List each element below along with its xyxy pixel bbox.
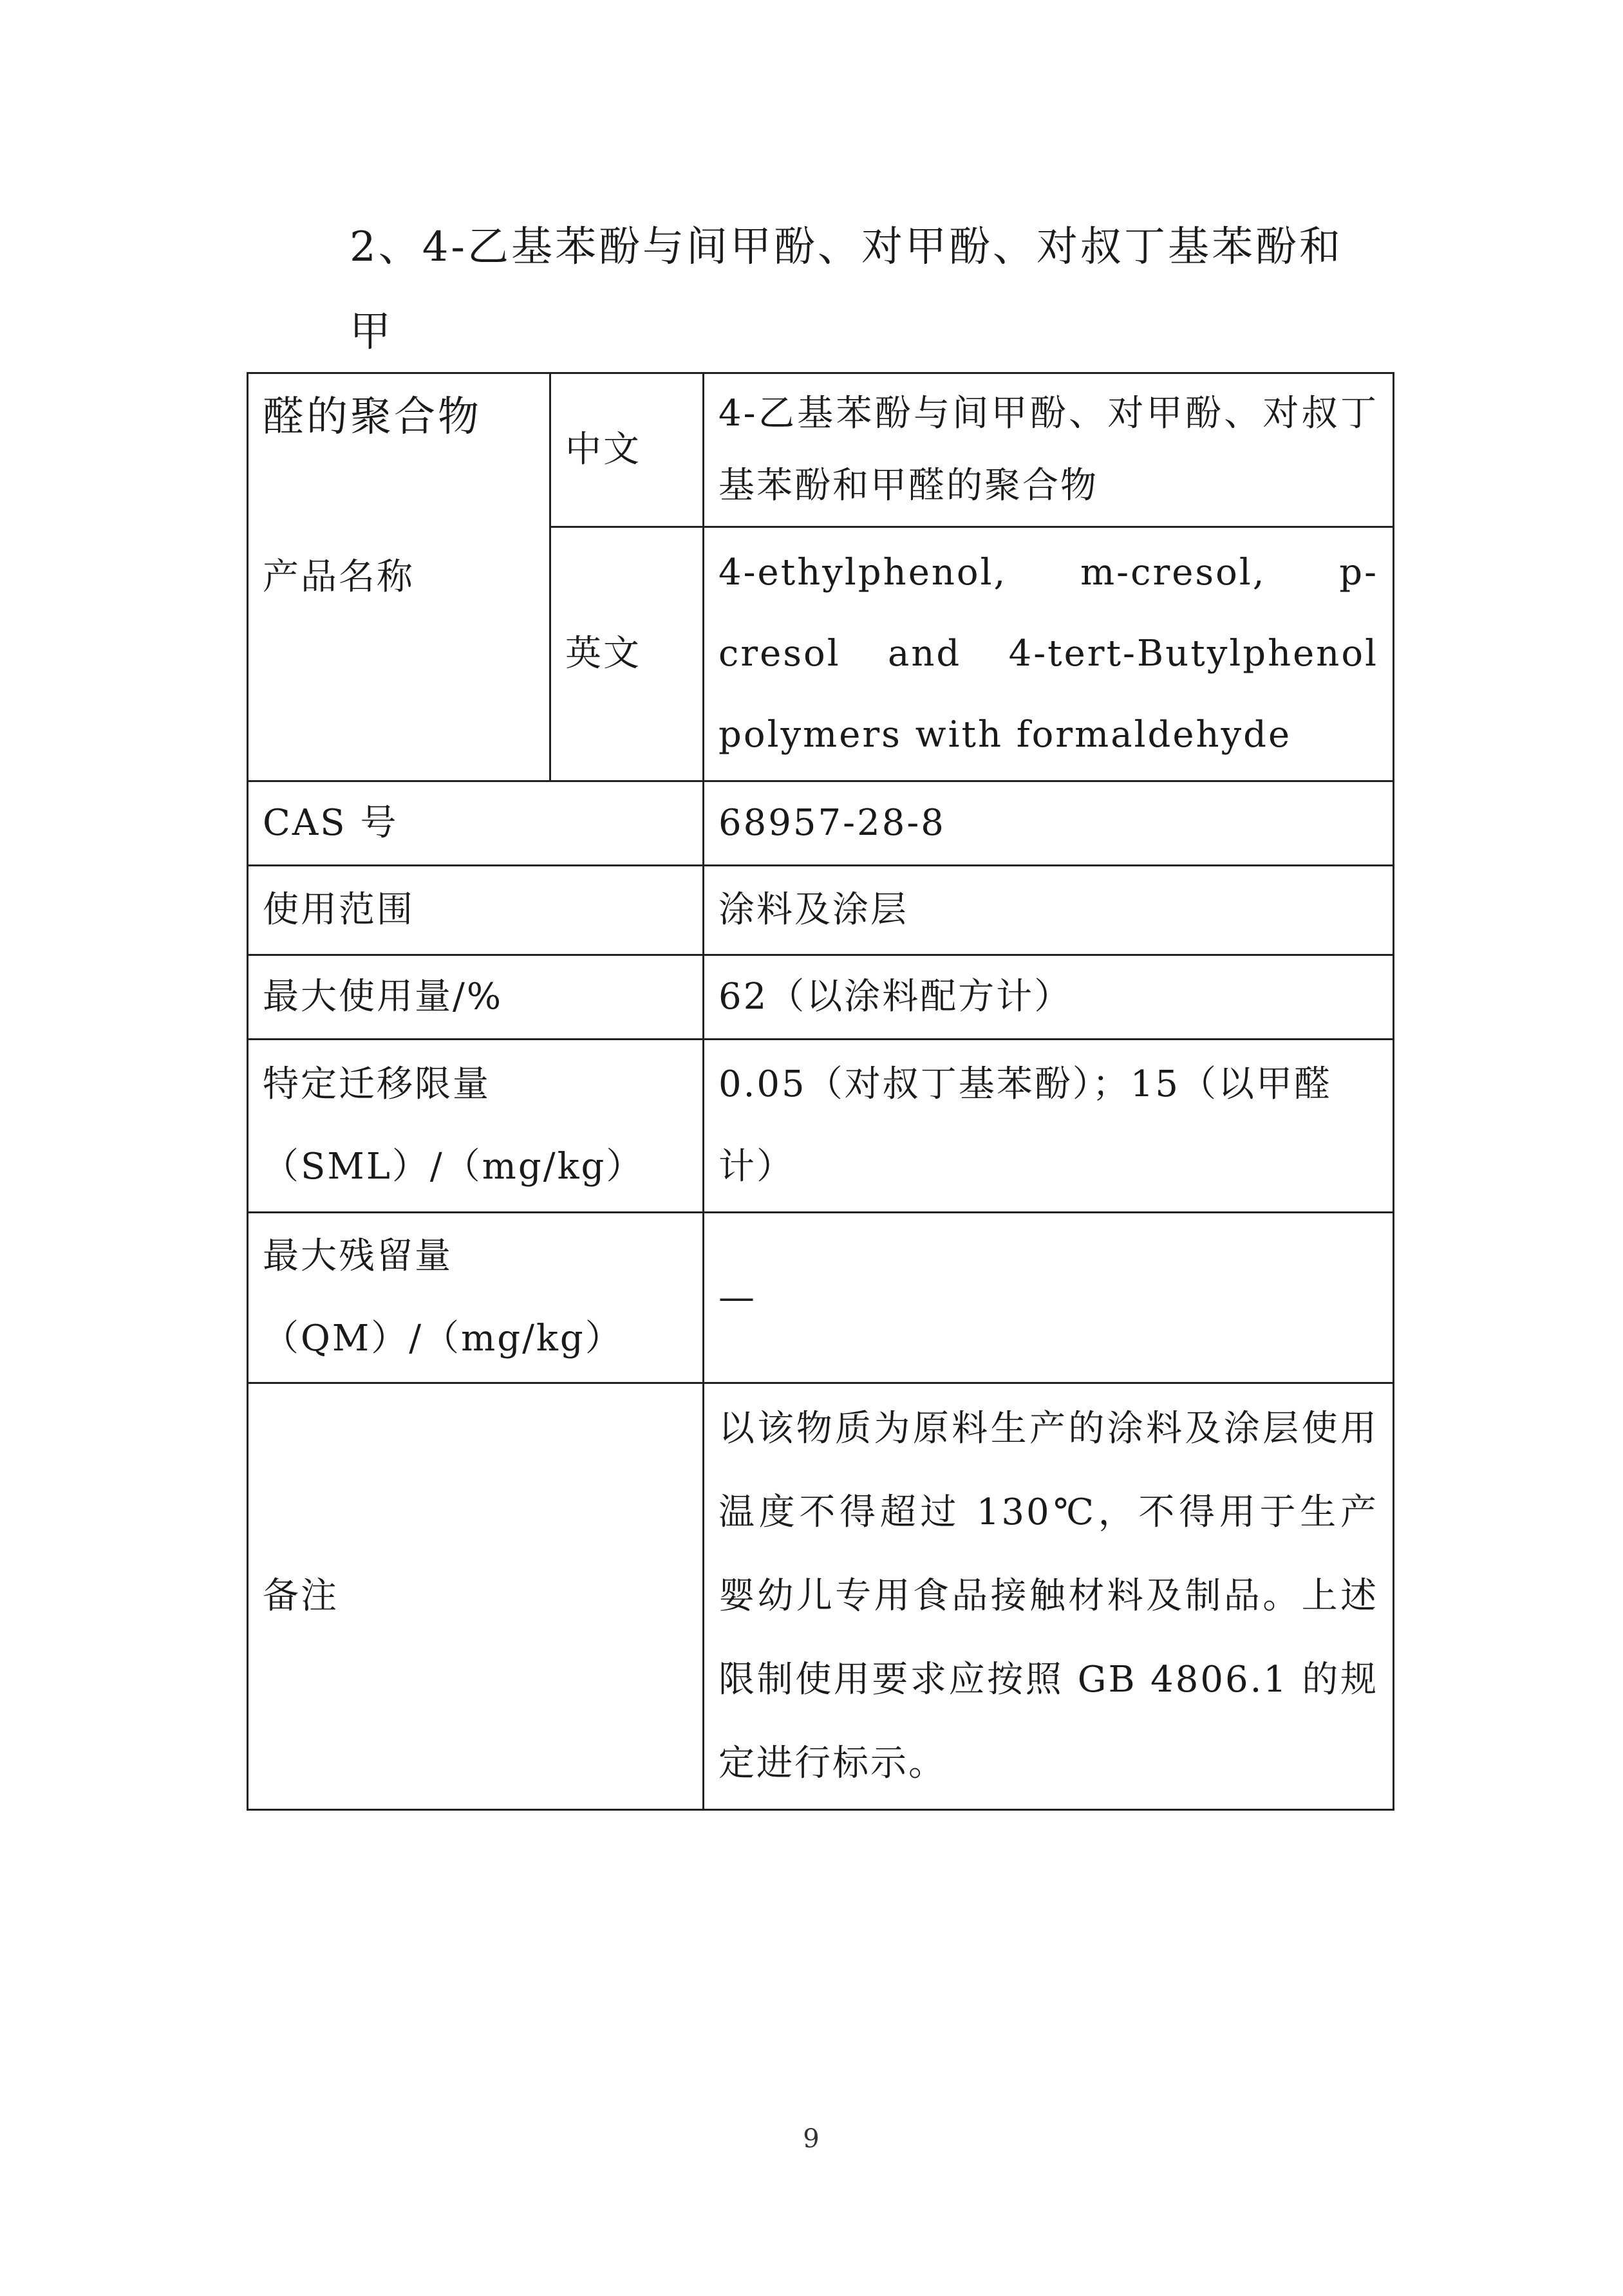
max-usage-label: 最大使用量/%: [248, 955, 704, 1040]
chinese-name-value: 4-乙基苯酚与间甲酚、对甲酚、对叔丁基苯酚和甲醛的聚合物: [704, 373, 1394, 527]
scope-label: 使用范围: [248, 866, 704, 955]
sml-label: [248, 1040, 704, 1213]
product-name-label: 产品名称: [248, 373, 550, 781]
english-name-value: 4-ethylphenol, m-cresol, p-cresol and 4-tert-Butylphenol polymers with formaldehyde: [704, 527, 1394, 781]
table-row-qm: [248, 1213, 1394, 1383]
sml-label-line2: （SML）/（mg/kg）: [263, 1146, 644, 1188]
qm-label: [248, 1213, 704, 1383]
table-row-sml: [248, 1040, 1394, 1213]
cas-value: 68957-28-8: [704, 781, 1394, 866]
substance-spec-table: [247, 372, 1394, 1811]
table-row-scope: [248, 866, 1394, 955]
cas-label: CAS 号: [248, 781, 704, 866]
table-row-remarks: [248, 1383, 1394, 1810]
qm-label-line1: 最大残留量: [263, 1235, 453, 1277]
remarks-label: 备注: [248, 1383, 704, 1810]
table-row-max-usage: [248, 955, 1394, 1040]
qm-label-line2: （QM）/（mg/kg）: [263, 1318, 623, 1359]
section-heading-line2: 醛的聚合物: [263, 393, 482, 441]
section-heading-line1: 2、4-乙基苯酚与间甲酚、对甲酚、对叔丁基苯酚和甲: [350, 223, 1344, 356]
english-label: 英文: [550, 527, 704, 781]
chinese-label: 中文: [550, 373, 704, 527]
sml-value: 0.05（对叔丁基苯酚）；15（以甲醛计）: [704, 1040, 1394, 1213]
table-row-chinese-name: [248, 373, 1394, 527]
remarks-value: 以该物质为原料生产的涂料及涂层使用温度不得超过 130℃，不得用于生产婴幼儿专用食品接触材料及制品。上述限制使用要求应按照 GB 4806.1 的规定进行标示。: [704, 1383, 1394, 1810]
scope-value: 涂料及涂层: [704, 866, 1394, 955]
qm-value: —: [704, 1213, 1394, 1383]
sml-label-line1: 特定迁移限量: [263, 1063, 491, 1105]
max-usage-value: 62（以涂料配方计）: [704, 955, 1394, 1040]
page-number: 9: [803, 2124, 820, 2154]
table-row-cas: [248, 781, 1394, 866]
